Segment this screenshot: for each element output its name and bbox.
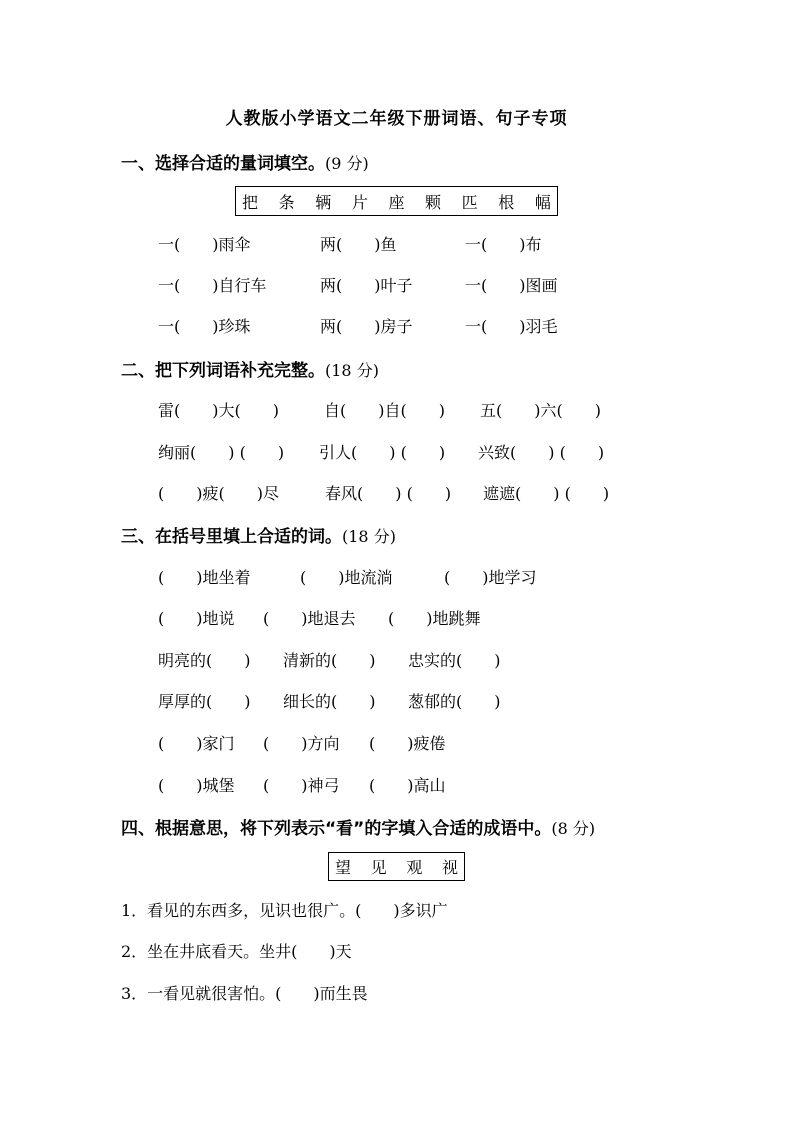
word-box-item: 辆	[315, 192, 332, 212]
section-4-heading-text: 四、根据意思，将下列表示“看”的字填入合适的成语中。	[121, 819, 552, 839]
fill-blank: 自( )自( )	[324, 401, 445, 420]
fill-blank: ( )地退去	[263, 609, 356, 628]
section-1-row	[0, 314, 793, 338]
fill-blank: 引人( ) ( )	[319, 443, 446, 462]
fill-blank: ( )城堡	[158, 776, 235, 795]
section-2-score: (18 分)	[325, 361, 379, 380]
fill-blank: 一( )羽毛	[465, 317, 558, 336]
fill-blank: ( )地学习	[444, 568, 537, 587]
section-2-heading-text: 二、把下列词语补充完整。	[121, 361, 325, 381]
fill-blank: ( )地说	[158, 609, 235, 628]
fill-blank: 绚丽( ) ( )	[158, 443, 285, 462]
fill-blank: 两( )叶子	[320, 276, 413, 295]
section-3-score: (18 分)	[342, 527, 396, 546]
word-box-item: 座	[388, 192, 405, 212]
fill-blank: ( )高山	[369, 776, 446, 795]
fill-blank: 一( )布	[465, 235, 542, 254]
page-title: 人教版小学语文二年级下册词语、句子专项	[225, 109, 568, 129]
word-box-item: 望	[335, 858, 352, 877]
fill-blank: 一( )雨伞	[158, 235, 251, 254]
word-box-item: 把	[242, 192, 259, 212]
section-1-heading	[121, 149, 369, 174]
word-box-item: 观	[406, 858, 423, 877]
fill-blank: 遮遮( ) ( )	[483, 484, 610, 503]
section-2-row	[0, 481, 793, 505]
fill-blank: 雷( )大( )	[158, 401, 279, 420]
section-3-heading-text: 三、在括号里填上合适的词。	[121, 527, 342, 547]
section-3-row	[0, 689, 793, 713]
word-box-item: 见	[370, 858, 387, 877]
section-2-heading	[121, 356, 379, 381]
section-3-row	[0, 565, 793, 589]
fill-blank: 两( )房子	[320, 317, 413, 336]
fill-blank: ( )地流淌	[300, 568, 393, 587]
section-1-row	[0, 273, 793, 297]
word-box-item: 条	[278, 192, 295, 212]
fill-blank: 清新的( )	[283, 651, 376, 670]
question-item: 1．看见的东西多，见识也很广。( )多识广	[121, 901, 448, 920]
section-4-heading	[121, 814, 595, 839]
word-box-item: 幅	[534, 192, 551, 212]
fill-blank: 春风( ) ( )	[325, 484, 452, 503]
section-1-heading-text: 一、选择合适的量词填空。	[121, 154, 325, 174]
question-item: 2．坐在井底看天。坐井( )天	[121, 942, 352, 961]
fill-blank: 一( )自行车	[158, 276, 267, 295]
section-3-row	[0, 606, 793, 630]
section-4-score: (8 分)	[551, 819, 596, 838]
fill-blank: 明亮的( )	[158, 651, 251, 670]
section-1-word-box	[235, 186, 558, 216]
fill-blank: ( )地跳舞	[388, 609, 481, 628]
fill-blank: 细长的( )	[283, 692, 376, 711]
section-3-row	[0, 731, 793, 755]
section-1-score: (9 分)	[325, 154, 369, 173]
fill-blank: 一( )珍珠	[158, 317, 251, 336]
section-4-word-box	[328, 852, 465, 881]
word-box-item: 视	[441, 858, 458, 877]
fill-blank: 兴致( ) ( )	[478, 443, 605, 462]
section-3-row	[0, 648, 793, 672]
word-box-item: 片	[351, 192, 368, 212]
fill-blank: 一( )图画	[465, 276, 558, 295]
word-box-item: 根	[498, 192, 515, 212]
fill-blank: ( )家门	[158, 734, 235, 753]
fill-blank: 忠实的( )	[408, 651, 501, 670]
section-2-row	[0, 440, 793, 464]
section-3-heading	[121, 522, 396, 547]
fill-blank: ( )方向	[263, 734, 340, 753]
section-3-row	[0, 773, 793, 797]
fill-blank: 五( )六( )	[480, 401, 601, 420]
word-box-item: 颗	[425, 192, 442, 212]
section-1-row	[0, 232, 793, 256]
fill-blank: 厚厚的( )	[158, 692, 251, 711]
fill-blank: ( )地坐着	[158, 568, 251, 587]
section-2-row	[0, 398, 793, 422]
fill-blank: ( )神弓	[263, 776, 340, 795]
fill-blank: ( )疲倦	[369, 734, 446, 753]
fill-blank: 两( )鱼	[320, 235, 397, 254]
fill-blank: 葱郁的( )	[408, 692, 501, 711]
word-box-item: 匹	[461, 192, 478, 212]
question-item: 3．一看见就很害怕。( )而生畏	[121, 984, 368, 1003]
fill-blank: ( )疲( )尽	[158, 484, 279, 503]
